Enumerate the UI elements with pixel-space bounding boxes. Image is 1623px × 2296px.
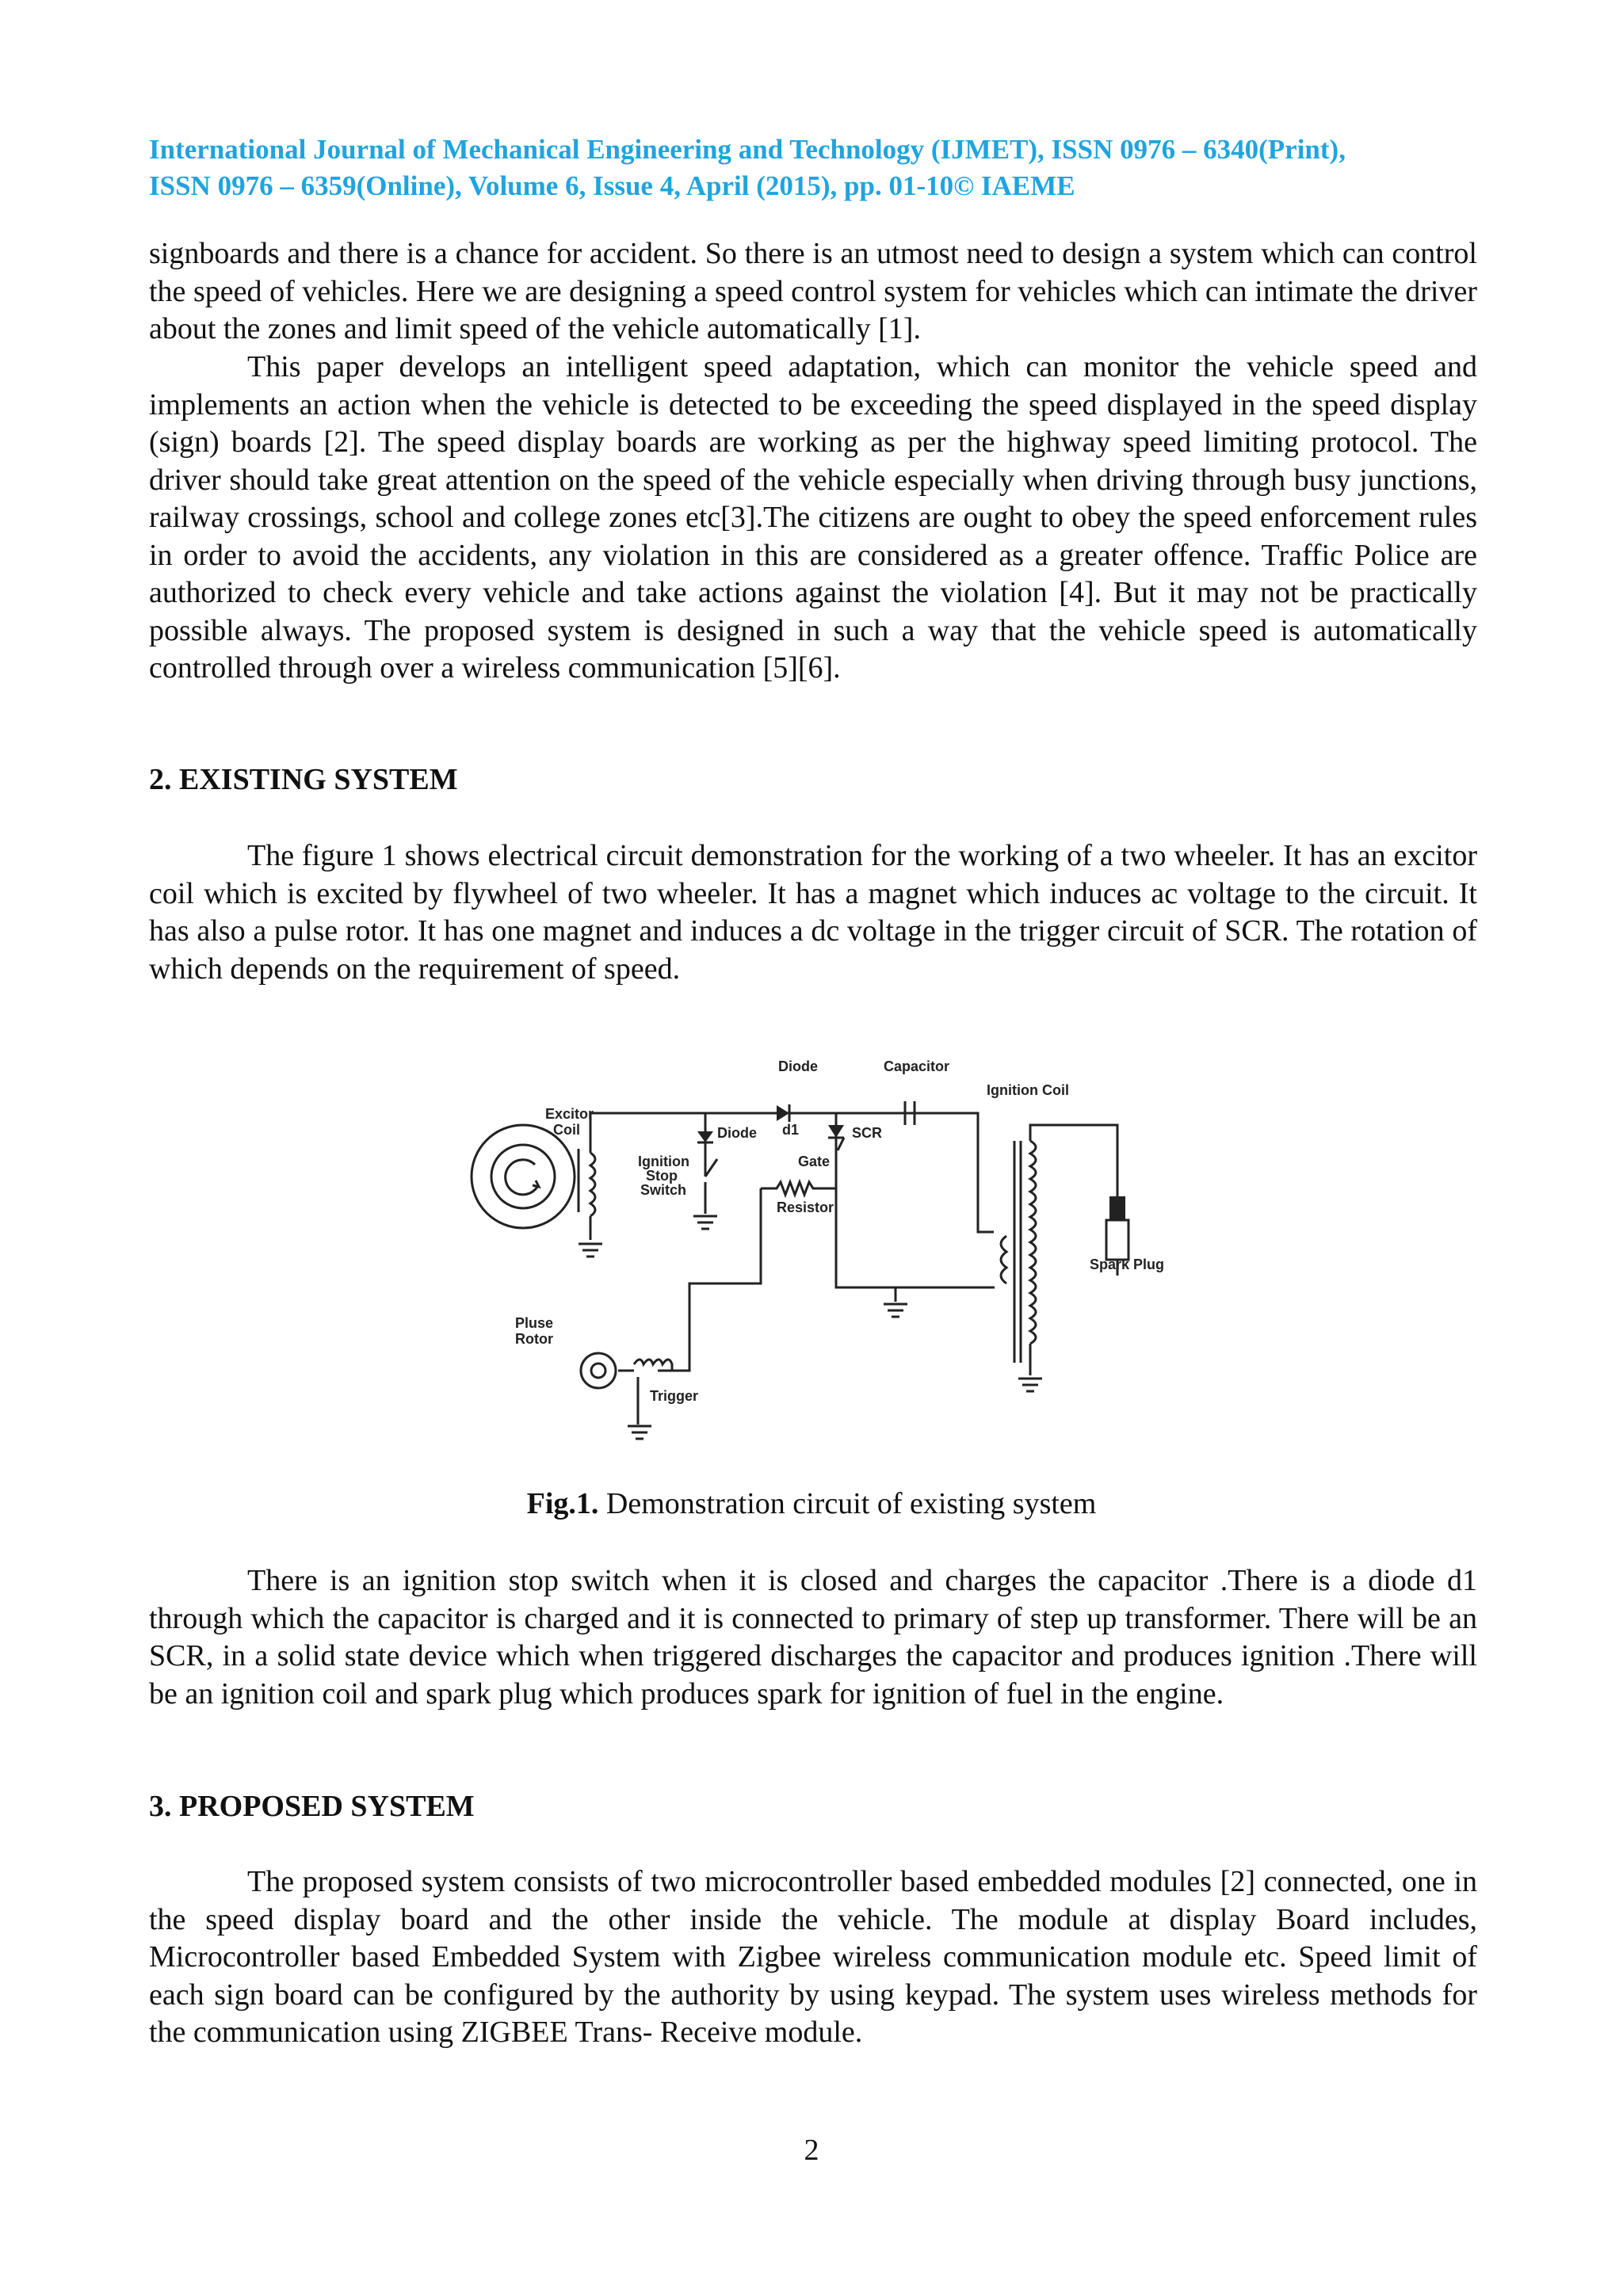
label-d1: d1	[782, 1122, 800, 1138]
section-heading-existing-system: 2. EXISTING SYSTEM	[149, 763, 458, 796]
diode-d1	[777, 1104, 789, 1122]
label-excitor: Excitor	[545, 1106, 594, 1122]
figure-caption-text: Demonstration circuit of existing system	[598, 1487, 1097, 1520]
paragraph-intro-continued: signboards and there is a chance for accident. So there is an utmost need to design a system which can control the speed of vehicles. Here we are designing a speed control system for vehicles which can intimate the driver about the zones and limit speed of the vehicle automatically [1].	[149, 237, 1477, 345]
paragraph-intelligent-speed: This paper develops an intelligent speed adaptation, which can monitor the vehicle speed and implements an action when the vehicle is detected to be exceeding the speed displayed in the speed display (sign) boards [2]. The speed display boards are working as per the highway speed limiting protocol. The driver should take great attention on the speed of the vehicle especially when driving through busy junctions, railway crossings, school and college zones etc[3].The citizens are ought to obey the speed enforcement rules in order to avoid the accidents, any violation in this are considered as a greater offence. Traffic Police are authorized to check every vehicle and take actions against the violation [4]. But it may not be practically possible always. The proposed system is designed in such a way that the vehicle speed is automatically controlled through over a wireless communication [5][6].	[149, 350, 1477, 685]
section-heading-proposed-system: 3. PROPOSED SYSTEM	[149, 1790, 475, 1823]
label-spark-plug: Spark Plug	[1090, 1257, 1165, 1272]
label-ignition-coil: Ignition Coil	[987, 1082, 1069, 1098]
label-coil: Coil	[553, 1122, 580, 1138]
figure-caption	[0, 1486, 1623, 1521]
label-trigger: Trigger	[650, 1388, 699, 1404]
label-diode-top: Diode	[778, 1058, 819, 1074]
journal-header-line-1: International Journal of Mechanical Engineering and Technology (IJMET), ISSN 0976 – 6340(Print),	[149, 134, 1346, 165]
label-pluse: Pluse	[515, 1315, 554, 1331]
figure-caption-label: Fig.1.	[526, 1487, 599, 1520]
label-ignition: Ignition	[638, 1154, 689, 1169]
scr	[828, 1113, 995, 1317]
label-stop: Stop	[646, 1168, 678, 1184]
journal-header	[149, 132, 1477, 204]
label-scr: SCR	[852, 1125, 883, 1141]
label-rotor: Rotor	[515, 1331, 553, 1347]
capacitor	[905, 1101, 994, 1232]
label-switch: Switch	[640, 1182, 687, 1198]
paragraph-proposed-system: The proposed system consists of two microcontroller based embedded modules [2] connected, one in the speed display board and the other inside the vehicle. The module at display Board includes, Microcontroller based Embedded System with Zigbee wireless communication module etc. Speed limit of each sign board can be configured by the authority by using keypad. The system uses wireless methods for the communication using ZIGBEE Trans- Receive module.	[149, 1865, 1477, 2049]
page-number: 2	[804, 2134, 819, 2167]
label-diode-left: Diode	[717, 1125, 758, 1141]
journal-header-line-2: ISSN 0976 – 6359(Online), Volume 6, Issue 4, April (2015), pp. 01-10© IAEME	[149, 170, 1075, 201]
paragraph-ignition-stop: There is an ignition stop switch when it is closed and charges the capacitor .There is a diode d1 through which the capacitor is charged and it is connected to primary of step up transformer. There will be an SCR, in a solid state device which when triggered discharges the capacitor and produces ignition .There will be an ignition coil and spark plug which produces spark for ignition of fuel in the engine.	[149, 1564, 1477, 1711]
ignition-stop-switch	[693, 1113, 717, 1229]
paragraph-existing-system: The figure 1 shows electrical circuit demonstration for the working of a two wheeler. It has an excitor coil which is excited by flywheel of two wheeler. It has a magnet which induces ac voltage to the circuit. It has also a pulse rotor. It has one magnet and induces a dc voltage in the trigger circuit of SCR. The rotation of which depends on the requirement of speed.	[149, 839, 1477, 986]
label-capacitor: Capacitor	[884, 1058, 950, 1074]
label-gate: Gate	[798, 1154, 831, 1169]
label-resistor: Resistor	[777, 1199, 834, 1215]
flywheel	[472, 1125, 575, 1228]
circuit-diagram-figure	[460, 1046, 1197, 1450]
